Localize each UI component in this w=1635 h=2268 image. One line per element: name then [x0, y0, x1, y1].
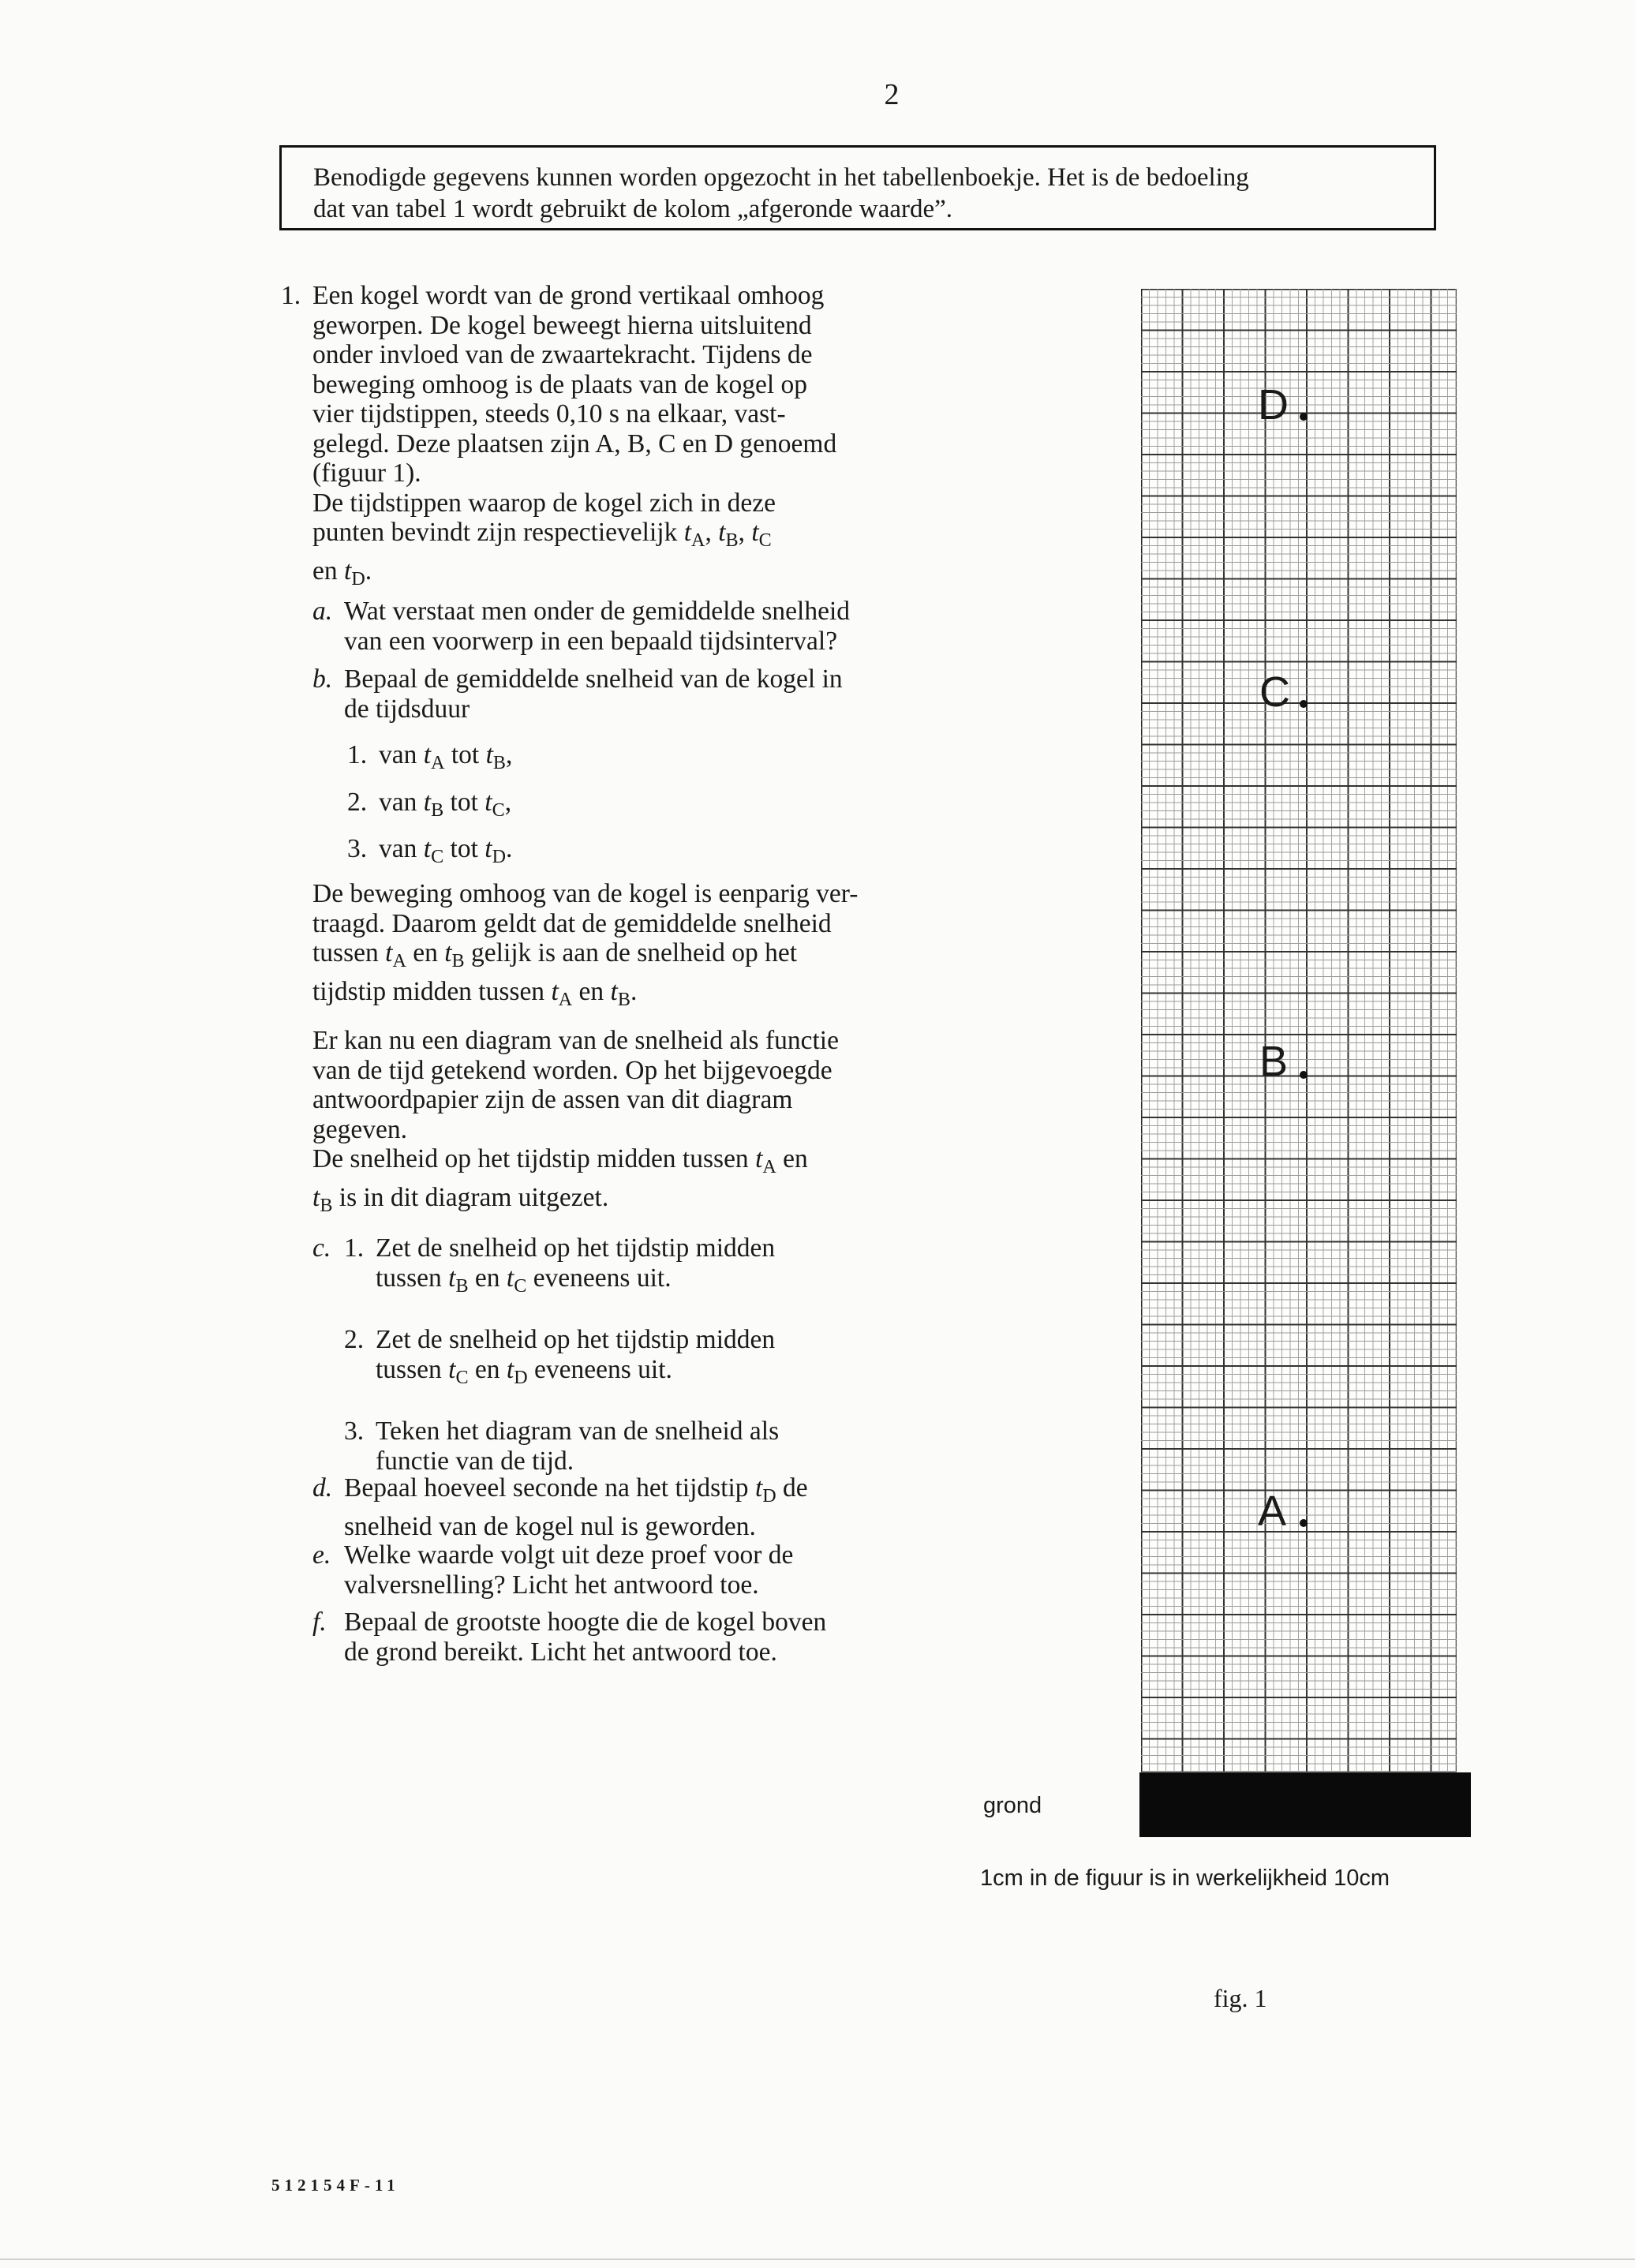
label-c: c.	[312, 1233, 331, 1263]
info-line-1: Benodigde gegevens kunnen worden opgezocht in het tabellenboekje. Het is de bedoeling	[313, 163, 1249, 192]
ground-block	[1139, 1772, 1471, 1837]
scale-note: 1cm in de figuur is in werkelijkheid 10cm	[980, 1866, 1390, 1891]
info-box	[279, 145, 1436, 230]
graph-paper-grid	[1141, 289, 1457, 1772]
point-label-A: A	[1258, 1488, 1287, 1535]
intro-line-times-end: en $t_D$.	[312, 556, 372, 589]
intro-line: Een kogel wordt van de grond vertikaal omhoog	[312, 281, 825, 310]
subquestion-d: d. Bepaal hoeveel seconde na het tijdstip $t_D$ de snelheid van de kogel nul is geworden.	[312, 1473, 808, 1541]
subquestion-b: b. Bepaal de gemiddelde snelheid van de kogel in de tijdsduur	[312, 664, 843, 724]
grid-border	[1141, 289, 1457, 1772]
page-number: 2	[884, 78, 900, 111]
b-item: 2. van $t_B$ tot $t_C$,	[347, 787, 512, 821]
subquestion-a: a. Wat verstaat men onder de gemiddelde snelheid van een voorwerp in een bepaald tijdsinterval?	[312, 597, 851, 656]
point-label-B: B	[1259, 1038, 1289, 1085]
label-e: e.	[312, 1540, 331, 1570]
label-b: b.	[312, 664, 333, 694]
intro-line-times: punten bevindt zijn respectievelijk $t_A$, $t_B$, $t_C$	[312, 518, 772, 552]
footer-code: 512154F-11	[271, 2176, 400, 2195]
position-dot	[1300, 700, 1308, 708]
point-label-D: D	[1258, 381, 1289, 429]
figure-caption: fig. 1	[1214, 1984, 1267, 2012]
subquestion-f: f. Bepaal de grootste hoogte die de kogel boven de grond bereikt. Licht het antwoord toe.	[312, 1607, 827, 1667]
subquestion-c: c. 1. Zet de snelheid op het tijdstip midden tussen $t_B$ en $t_C$ eveneens uit. 2. Zet de snelheid op het tijdstip midden tussen $t_C$ en $t_D$ eveneens uit. 3. Teken het diagram van de snelheid als functie van de tijd.	[312, 1233, 780, 1476]
paragraph-uniform-deceleration: De beweging omhoog van de kogel is eenparig ver- traagd. Daarom geldt dat de gemiddelde snelheid tussen $t_A$ en $t_B$ gelijk is aan de snelheid op het tijdstip midden tussen $t_A$ en $t_B$.	[312, 879, 859, 1010]
b-item: 3. van $t_C$ tot $t_D$.	[347, 834, 513, 868]
position-dot	[1300, 413, 1308, 421]
intro-line: vier tijdstippen, steeds 0,10 s na elkaar, vast-	[312, 399, 786, 429]
label-d: d.	[312, 1473, 333, 1503]
b-item: 1. van $t_A$ tot $t_B$,	[347, 740, 513, 774]
bottom-rule	[0, 2259, 1635, 2260]
position-dot	[1300, 1071, 1308, 1079]
intro-line: (figuur 1).	[312, 458, 421, 488]
graph-paper-figure	[1141, 289, 1457, 1772]
intro-line: De tijdstippen waarop de kogel zich in deze	[312, 488, 776, 518]
intro-line: geworpen. De kogel beweegt hierna uitsluitend	[312, 310, 812, 340]
label-a: a.	[312, 597, 333, 626]
info-line-2: dat van tabel 1 wordt gebruikt de kolom „afgeronde waarde”.	[313, 195, 953, 223]
question-intro	[312, 281, 836, 594]
label-f: f.	[312, 1607, 327, 1637]
ground-label: grond	[983, 1793, 1042, 1818]
subquestion-e: e. Welke waarde volgt uit deze proef voor de valversnelling? Licht het antwoord toe.	[312, 1540, 794, 1600]
position-dot	[1300, 1519, 1308, 1527]
intro-line: onder invloed van de zwaartekracht. Tijdens de	[312, 340, 813, 369]
point-label-C: C	[1259, 668, 1290, 716]
paragraph-diagram: Er kan nu een diagram van de snelheid als functie van de tijd getekend worden. Op het bijgevoegde antwoordpapier zijn de assen van dit diagram gegeven. De snelheid op het tijdstip midden tussen $t_A$ en $t_B$ is in dit diagram uitgezet.	[312, 1026, 839, 1216]
intro-line: beweging omhoog is de plaats van de kogel op	[312, 369, 808, 399]
question-number: 1.	[281, 281, 301, 310]
subquestion-b-items	[347, 740, 512, 873]
intro-line: gelegd. Deze plaatsen zijn A, B, C en D genoemd	[312, 429, 837, 458]
